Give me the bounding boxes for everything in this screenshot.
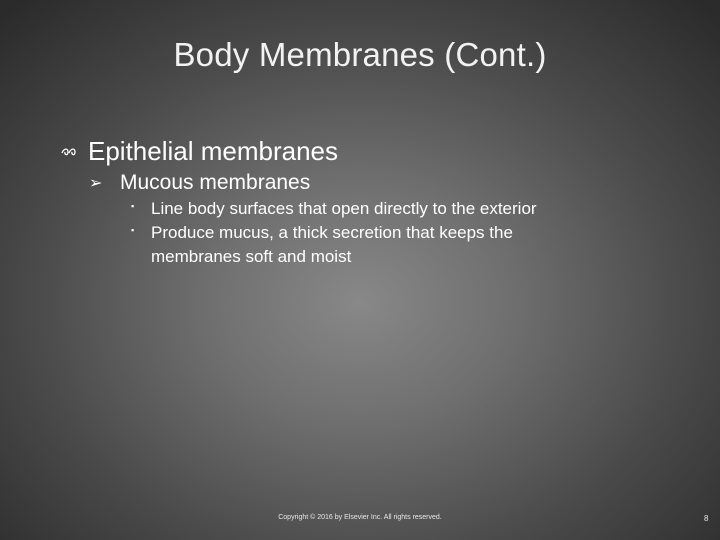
bullet-level2-text: Mucous membranes	[120, 171, 311, 194]
bullet-text	[151, 197, 537, 221]
slide-title: Body Membranes (Cont.)	[173, 36, 547, 73]
arrow-bullet-icon: ➢	[89, 175, 103, 192]
page-number: 8	[704, 514, 709, 523]
bullet-level2	[89, 171, 310, 195]
bullet-text-line: Line body surfaces that open directly to the exterior	[151, 199, 537, 218]
bullet-text-line: membranes soft and moist	[151, 247, 352, 266]
swirl-bullet-icon	[60, 146, 86, 158]
bullet-item	[131, 197, 611, 221]
bullet-level1	[60, 136, 338, 167]
copyright-footer: Copyright © 2016 by Elsevier Inc. All rights reserved.	[278, 514, 442, 521]
bullet-level1-text: Epithelial membranes	[88, 136, 339, 166]
bullet-text-line: Produce mucus, a thick secretion that keeps the	[151, 223, 513, 242]
bullet-text	[151, 221, 513, 269]
square-bullet-icon: ▪	[131, 201, 135, 211]
bullet-item	[131, 221, 611, 269]
square-bullet-icon: ▪	[131, 225, 135, 235]
